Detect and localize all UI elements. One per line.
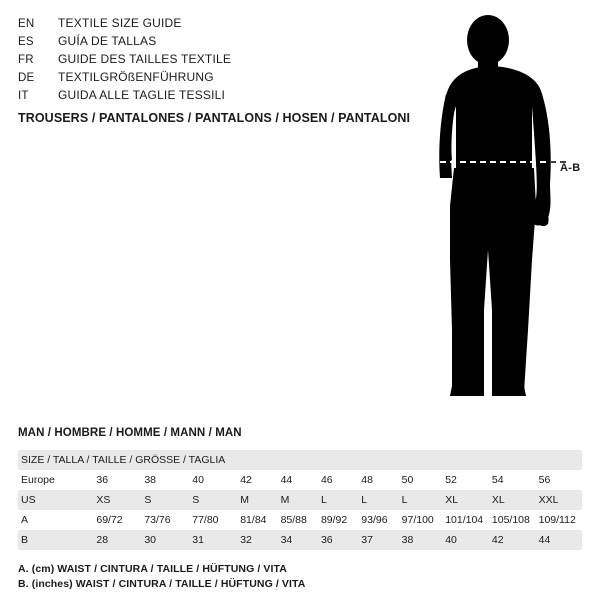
cell: 30 bbox=[141, 530, 189, 550]
cell: 73/76 bbox=[144, 514, 171, 526]
size-table bbox=[18, 450, 582, 550]
table-caption: MAN / HOMBRE / HOMME / MANN / MAN bbox=[18, 427, 242, 439]
cell: 36 bbox=[318, 530, 358, 550]
language-code: IT bbox=[18, 90, 29, 102]
cell: 56 bbox=[538, 474, 551, 486]
figure-silhouette bbox=[400, 10, 600, 410]
table-row bbox=[18, 530, 582, 550]
cell bbox=[536, 450, 582, 470]
row-header: A bbox=[21, 514, 29, 526]
cell: 40 bbox=[442, 530, 489, 550]
cell: XXL bbox=[536, 490, 582, 510]
cell: 81/84 bbox=[240, 514, 267, 526]
row-header: US bbox=[18, 490, 93, 510]
cell: 50 bbox=[401, 474, 414, 486]
row-header: SIZE / TALLA / TAILLE / GRÖSSE / TAGLIA bbox=[18, 450, 237, 470]
language-row bbox=[18, 52, 418, 70]
cell: L bbox=[358, 490, 398, 510]
language-title: GUÍA DE TALLAS bbox=[58, 34, 157, 48]
cell bbox=[278, 450, 318, 470]
language-row bbox=[18, 88, 418, 106]
language-code: EN bbox=[18, 18, 35, 30]
cell: L bbox=[318, 490, 358, 510]
cell: 40 bbox=[192, 474, 204, 486]
cell: S bbox=[189, 490, 237, 510]
cell bbox=[237, 450, 277, 470]
language-title: TEXTILE SIZE GUIDE bbox=[58, 16, 182, 30]
footnote-b: B. (inches) WAIST / CINTURA / TAILLE / HÜFTUNG / VITA bbox=[18, 578, 306, 590]
language-row bbox=[18, 70, 418, 88]
cell bbox=[442, 450, 489, 470]
cell: 38 bbox=[144, 474, 156, 486]
table-row bbox=[18, 510, 582, 530]
cell: 101/104 bbox=[445, 514, 484, 526]
cell: 42 bbox=[240, 474, 252, 486]
cell bbox=[358, 450, 398, 470]
cell: 69/72 bbox=[96, 514, 123, 526]
language-title-list bbox=[18, 16, 418, 106]
language-code: ES bbox=[18, 36, 34, 48]
table-row bbox=[18, 490, 582, 510]
cell: M bbox=[278, 490, 318, 510]
table-row bbox=[18, 450, 582, 470]
cell: 34 bbox=[278, 530, 318, 550]
cell: XL bbox=[489, 490, 536, 510]
cell: 44 bbox=[536, 530, 582, 550]
language-code: FR bbox=[18, 54, 34, 66]
cell: 37 bbox=[358, 530, 398, 550]
cell: XL bbox=[442, 490, 489, 510]
measure-label-ab: A-B bbox=[560, 162, 581, 174]
cell: M bbox=[237, 490, 277, 510]
cell: 54 bbox=[491, 474, 504, 486]
cell: 44 bbox=[280, 474, 293, 486]
row-header: B bbox=[18, 530, 93, 550]
cell: 36 bbox=[96, 474, 109, 486]
cell bbox=[399, 450, 443, 470]
table-row bbox=[18, 470, 582, 490]
cell: 89/92 bbox=[320, 514, 348, 526]
footnote-a: A. (cm) WAIST / CINTURA / TAILLE / HÜFTUNG / VITA bbox=[18, 563, 287, 575]
language-code: DE bbox=[18, 72, 35, 84]
cell bbox=[489, 450, 536, 470]
cell: 38 bbox=[399, 530, 443, 550]
man-silhouette-icon bbox=[400, 10, 600, 410]
cell: S bbox=[141, 490, 189, 510]
footnotes bbox=[18, 562, 305, 592]
cell: 42 bbox=[489, 530, 536, 550]
cell: 28 bbox=[93, 530, 141, 550]
language-title: GUIDA ALLE TAGLIE TESSILI bbox=[58, 88, 226, 102]
cell: L bbox=[399, 490, 443, 510]
cell: XS bbox=[93, 490, 141, 510]
language-row bbox=[18, 34, 418, 52]
cell: 46 bbox=[320, 474, 333, 486]
cell bbox=[318, 450, 358, 470]
section-title: TROUSERS / PANTALONES / PANTALONS / HOSEN / PANTALONI bbox=[18, 111, 411, 125]
cell: 97/100 bbox=[401, 514, 434, 526]
cell: 31 bbox=[189, 530, 237, 550]
cell: 32 bbox=[237, 530, 277, 550]
cell: 85/88 bbox=[280, 514, 307, 526]
cell: 48 bbox=[361, 474, 373, 486]
cell: 77/80 bbox=[192, 514, 219, 526]
cell: 109/112 bbox=[538, 514, 576, 526]
cell: 105/108 bbox=[491, 514, 530, 526]
language-title: GUIDE DES TAILLES TEXTILE bbox=[58, 52, 232, 66]
language-title: TEXTILGRÖßENFÜHRUNG bbox=[58, 70, 214, 84]
cell: 52 bbox=[445, 474, 457, 486]
row-header: Europe bbox=[21, 474, 55, 486]
cell: 93/96 bbox=[361, 514, 388, 526]
language-row bbox=[18, 16, 418, 34]
